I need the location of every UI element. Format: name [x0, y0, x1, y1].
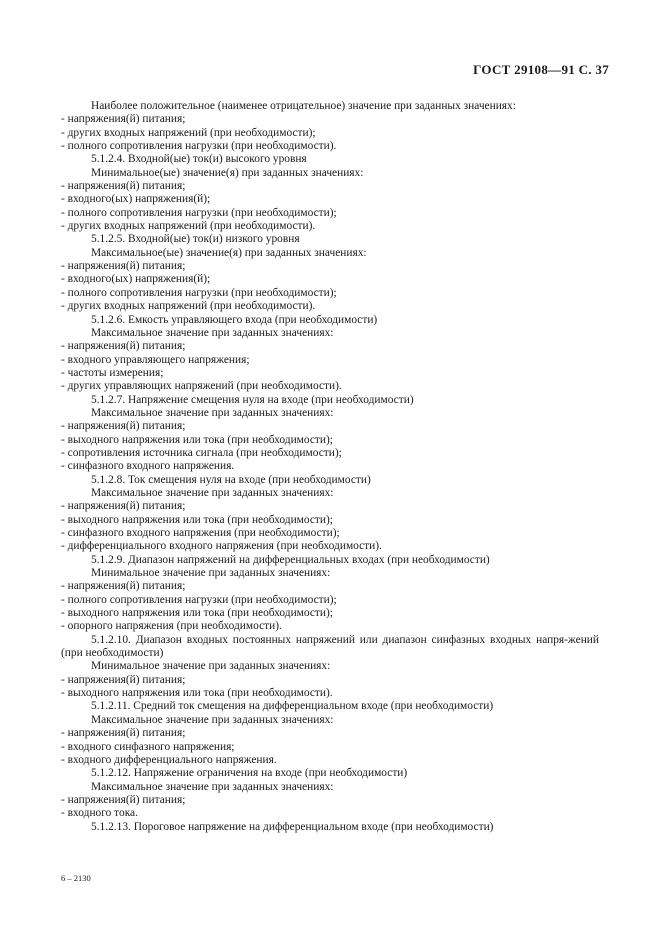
list-item: - напряжения(й) питания; [61, 793, 186, 806]
list-item: - напряжения(й) питания; [61, 260, 186, 273]
list-item: - других входных напряжений (при необходимости). [61, 300, 316, 313]
paragraph: 5.1.2.7. Напряжение смещения нуля на входе (при необходимости) [91, 393, 414, 406]
list-item: - полного сопротивления нагрузки (при необходимости); [61, 206, 337, 219]
list-item: - выходного напряжения или тока (при необходимости); [61, 607, 333, 620]
list-item: - сопротивления источника сигнала (при необходимости); [61, 446, 342, 459]
list-item: - напряжения(й) питания; [61, 727, 186, 740]
paragraph: Минимальное значение при заданных значениях: [91, 660, 331, 673]
list-item: - других входных напряжений (при необходимости). [61, 220, 316, 233]
list-item: - дифференциального входного напряжения (при необходимости). [61, 540, 382, 553]
list-item: - напряжения(й) питания; [61, 113, 186, 126]
paragraph: 5.1.2.10. Диапазон входных постоянных напряжений или диапазон синфазных входных напря-жений (при необходимости) [61, 633, 599, 660]
list-item: - входного дифференциального напряжения. [61, 753, 277, 766]
paragraph: 5.1.2.13. Пороговое напряжение на дифференциальном входе (при необходимости) [91, 820, 494, 833]
list-item: - частоты измерения; [61, 366, 164, 379]
paragraph: 5.1.2.5. Входной(ые) ток(и) низкого уровня [91, 233, 300, 246]
list-item: - синфазного входного напряжения (при необходимости); [61, 527, 340, 539]
paragraph: Максимальное(ые) значение(я) при заданных значениях: [91, 246, 367, 259]
list-item: - входного(ых) напряжения(й); [61, 193, 211, 206]
paragraph: 5.1.2.6. Емкость управляющего входа (при необходимости) [91, 313, 378, 326]
list-item: - опорного напряжения (при необходимости). [61, 620, 282, 633]
page-header: ГОСТ 29108—91 С. 37 [473, 62, 609, 77]
document-body [61, 100, 599, 834]
list-item: - напряжения(й) питания; [61, 340, 186, 353]
print-signature: 6 – 2130 [61, 873, 91, 883]
list-item: - входного(ых) напряжения(й); [61, 273, 211, 286]
list-item: - напряжения(й) питания; [61, 580, 186, 593]
list-item: - выходного напряжения или тока (при необходимости); [61, 513, 333, 526]
list-item: - выходного напряжения или тока (при необходимости); [61, 433, 333, 446]
list-item: - других управляющих напряжений (при необходимости). [61, 380, 342, 393]
paragraph: Максимальное значение при заданных значениях: [91, 406, 334, 419]
list-item: - напряжения(й) питания; [61, 180, 186, 193]
paragraph: Максимальное значение при заданных значениях: [91, 780, 334, 793]
list-item: - напряжения(й) питания; [61, 673, 186, 686]
paragraph: Минимальное(ые) значение(я) при заданных значениях: [91, 166, 364, 179]
list-item: - полного сопротивления нагрузки (при необходимости). [61, 140, 337, 153]
list-item: - входного управляющего напряжения; [61, 353, 250, 366]
paragraph: 5.1.2.8. Ток смещения нуля на входе (при необходимости) [91, 473, 371, 486]
paragraph: Наиболее положительное (наименее отрицательное) значение при заданных значениях: [91, 100, 516, 112]
list-item: - синфазного входного напряжения. [61, 460, 235, 473]
paragraph: 5.1.2.9. Диапазон напряжений на дифференциальных входах (при необходимости) [91, 553, 490, 566]
list-item: - входного синфазного напряжения; [61, 740, 235, 753]
paragraph: 5.1.2.12. Напряжение ограничения на входе (при необходимости) [91, 767, 408, 780]
paragraph: Максимальное значение при заданных значениях: [91, 326, 334, 339]
paragraph: Максимальное значение при заданных значениях: [91, 486, 334, 499]
list-item: - полного сопротивления нагрузки (при необходимости); [61, 286, 337, 299]
paragraph: 5.1.2.11. Средний ток смещения на дифференциальном входе (при необходимости) [91, 700, 494, 713]
paragraph: Максимальное значение при заданных значениях: [91, 713, 334, 726]
list-item: - напряжения(й) питания; [61, 500, 186, 513]
list-item: - полного сопротивления нагрузки (при необходимости); [61, 593, 337, 606]
list-item: - напряжения(й) питания; [61, 420, 186, 433]
list-item: - выходного напряжения или тока (при необходимости). [61, 687, 333, 700]
paragraph: Минимальное значение при заданных значениях: [91, 567, 331, 580]
list-item: - входного тока. [61, 807, 138, 820]
list-item: - других входных напряжений (при необходимости); [61, 126, 316, 139]
paragraph: 5.1.2.4. Входной(ые) ток(и) высокого уровня [91, 153, 307, 166]
